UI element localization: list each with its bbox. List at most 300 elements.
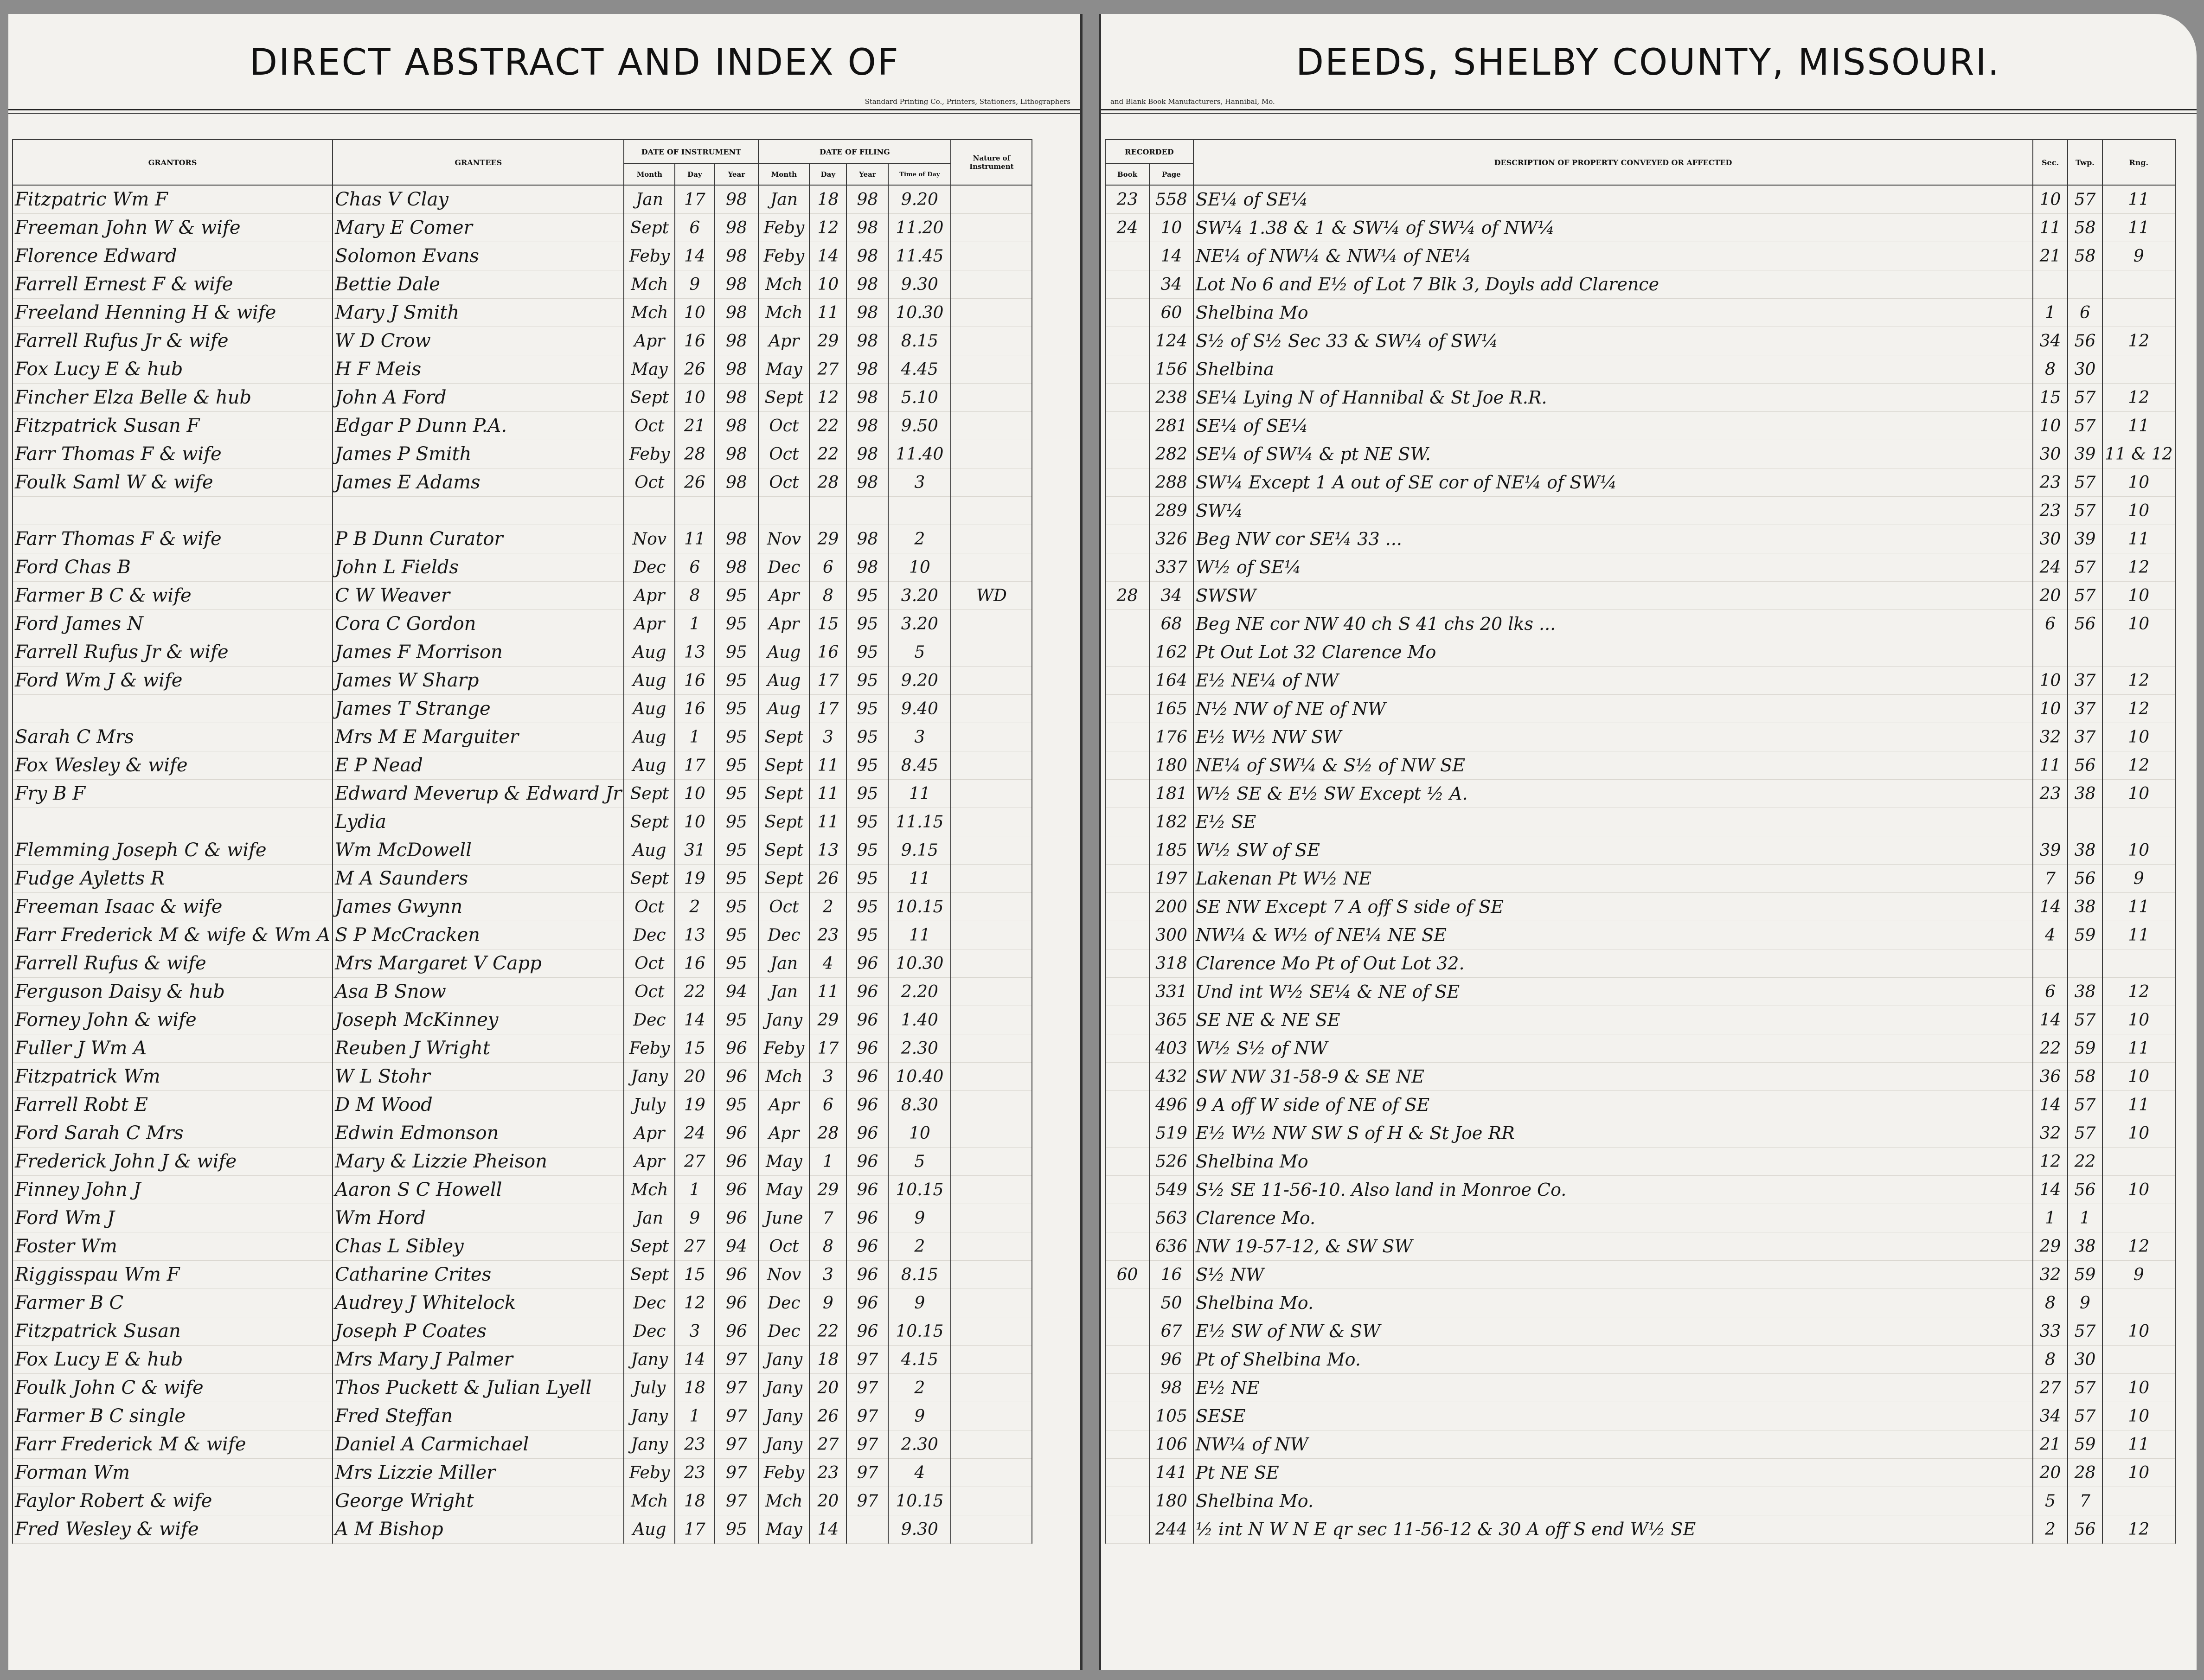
description-cell: W½ SW of SE bbox=[1193, 836, 2033, 865]
grantor-cell: Fry B F bbox=[13, 780, 333, 808]
filing-year-cell: 96 bbox=[846, 1034, 888, 1063]
page-cell: 180 bbox=[1149, 751, 1193, 780]
page-cell: 68 bbox=[1149, 610, 1193, 638]
sec-cell: 5 bbox=[2033, 1487, 2068, 1515]
filing-month-cell: Jan bbox=[758, 949, 809, 978]
filing-time-cell: 10.15 bbox=[888, 1487, 951, 1515]
filing-month-cell: June bbox=[758, 1204, 809, 1232]
instrument-month-cell: July bbox=[624, 1091, 675, 1119]
ledger-row bbox=[13, 1430, 1032, 1459]
ledger-row bbox=[1105, 1091, 2175, 1119]
filing-day-cell: 29 bbox=[809, 1176, 846, 1204]
page-cell: 34 bbox=[1149, 582, 1193, 610]
grantor-cell: Fox Wesley & wife bbox=[13, 751, 333, 780]
instrument-day-cell: 16 bbox=[675, 327, 714, 355]
filing-day-cell: 17 bbox=[809, 1034, 846, 1063]
instrument-month-cell: Feby bbox=[624, 1459, 675, 1487]
twp-cell: 56 bbox=[2068, 1176, 2102, 1204]
instrument-month-cell: Oct bbox=[624, 893, 675, 921]
filing-month-cell: Sept bbox=[758, 384, 809, 412]
grantor-cell: Farr Frederick M & wife & Wm A bbox=[13, 921, 333, 949]
instrument-year-cell: 97 bbox=[714, 1346, 758, 1374]
instrument-month-cell: Sept bbox=[624, 808, 675, 836]
instrument-month-cell: Sept bbox=[624, 865, 675, 893]
page-cell: 331 bbox=[1149, 978, 1193, 1006]
filing-time-cell: 5 bbox=[888, 638, 951, 667]
filing-year-cell: 96 bbox=[846, 1176, 888, 1204]
ledger-row bbox=[1105, 1374, 2175, 1402]
rng-cell: 10 bbox=[2102, 497, 2175, 525]
twp-cell: 28 bbox=[2068, 1459, 2102, 1487]
instrument-year-cell: 96 bbox=[714, 1289, 758, 1317]
sec-cell bbox=[2033, 270, 2068, 299]
page-cell: 432 bbox=[1149, 1063, 1193, 1091]
description-header: DESCRIPTION OF PROPERTY CONVEYED OR AFFECTED bbox=[1193, 140, 2033, 185]
instrument-day-cell: 19 bbox=[675, 865, 714, 893]
filing-month-cell: Apr bbox=[758, 1091, 809, 1119]
filing-day-cell: 29 bbox=[809, 525, 846, 553]
grantor-cell: Farmer B C bbox=[13, 1289, 333, 1317]
grantor-cell: Farrell Rufus Jr & wife bbox=[13, 638, 333, 667]
filing-day-cell: 2 bbox=[809, 893, 846, 921]
nature-cell bbox=[951, 865, 1032, 893]
ledger-row bbox=[13, 1204, 1032, 1232]
nature-cell bbox=[951, 299, 1032, 327]
description-cell: Shelbina Mo. bbox=[1193, 1487, 2033, 1515]
rng-cell: 10 bbox=[2102, 1374, 2175, 1402]
filing-time-cell: 4 bbox=[888, 1459, 951, 1487]
instrument-day-cell: 17 bbox=[675, 1515, 714, 1544]
rng-cell: 12 bbox=[2102, 1515, 2175, 1544]
instrument-day-cell: 23 bbox=[675, 1459, 714, 1487]
rng-cell: 11 bbox=[2102, 412, 2175, 440]
grantor-cell: Fitzpatrick Susan F bbox=[13, 412, 333, 440]
book-cell bbox=[1105, 468, 1149, 497]
right-page bbox=[1099, 14, 2197, 1670]
instrument-year-cell: 98 bbox=[714, 412, 758, 440]
grantor-cell: Riggisspau Wm F bbox=[13, 1261, 333, 1289]
filing-time-cell: 8.30 bbox=[888, 1091, 951, 1119]
instrument-year-cell: 98 bbox=[714, 384, 758, 412]
rng-cell: 10 bbox=[2102, 1119, 2175, 1148]
filing-month-cell: Mch bbox=[758, 270, 809, 299]
grantor-cell: Fox Lucy E & hub bbox=[13, 1346, 333, 1374]
filing-month-cell: Sept bbox=[758, 808, 809, 836]
grantee-cell: Edward Meverup & Edward Jr bbox=[333, 780, 624, 808]
filing-day-cell: 29 bbox=[809, 1006, 846, 1034]
ledger-row bbox=[13, 1402, 1032, 1430]
instrument-month-cell: Dec bbox=[624, 1289, 675, 1317]
filing-day-cell: 9 bbox=[809, 1289, 846, 1317]
instrument-month-cell: Sept bbox=[624, 214, 675, 242]
rng-cell: 10 bbox=[2102, 780, 2175, 808]
filing-month-cell: Sept bbox=[758, 780, 809, 808]
twp-cell: 57 bbox=[2068, 582, 2102, 610]
header-rule bbox=[8, 109, 1080, 110]
instrument-year-cell: 96 bbox=[714, 1176, 758, 1204]
grantee-cell: Mary J Smith bbox=[333, 299, 624, 327]
grantee-cell: H F Meis bbox=[333, 355, 624, 384]
ledger-row bbox=[13, 1515, 1032, 1544]
twp-cell: 56 bbox=[2068, 751, 2102, 780]
instrument-month-cell: Mch bbox=[624, 1176, 675, 1204]
instrument-year-cell: 95 bbox=[714, 836, 758, 865]
nature-cell bbox=[951, 723, 1032, 751]
instrument-month-cell: Aug bbox=[624, 836, 675, 865]
filing-month-cell: Nov bbox=[758, 1261, 809, 1289]
instrument-year-cell: 98 bbox=[714, 327, 758, 355]
instrument-day-cell: 2 bbox=[675, 893, 714, 921]
filing-time-cell: 9 bbox=[888, 1204, 951, 1232]
nature-cell bbox=[951, 1261, 1032, 1289]
book-cell bbox=[1105, 836, 1149, 865]
filing-time-cell: 10.40 bbox=[888, 1063, 951, 1091]
instrument-month-cell: Dec bbox=[624, 921, 675, 949]
filing-year-cell: 95 bbox=[846, 610, 888, 638]
ledger-row bbox=[1105, 440, 2175, 468]
grantor-cell: Fitzpatrick Susan bbox=[13, 1317, 333, 1346]
instrument-day-cell: 13 bbox=[675, 638, 714, 667]
grantor-cell: Ferguson Daisy & hub bbox=[13, 978, 333, 1006]
filing-year-cell: 98 bbox=[846, 412, 888, 440]
instrument-year-cell: 97 bbox=[714, 1430, 758, 1459]
description-cell: SESE bbox=[1193, 1402, 2033, 1430]
rng-cell bbox=[2102, 355, 2175, 384]
twp-cell: 37 bbox=[2068, 695, 2102, 723]
right-page-title: DEEDS, SHELBY COUNTY, MISSOURI. bbox=[1296, 42, 2001, 83]
filing-month-cell: Apr bbox=[758, 327, 809, 355]
rng-cell: 11 bbox=[2102, 1034, 2175, 1063]
twp-cell: 57 bbox=[2068, 497, 2102, 525]
grantee-cell: Mary & Lizzie Pheison bbox=[333, 1148, 624, 1176]
ledger-row bbox=[1105, 384, 2175, 412]
filing-time-cell: 4.45 bbox=[888, 355, 951, 384]
printer-imprint: Standard Printing Co., Printers, Stationers, Lithographers bbox=[865, 97, 1070, 106]
page-cell: 162 bbox=[1149, 638, 1193, 667]
instrument-day-cell: 18 bbox=[675, 1487, 714, 1515]
twp-cell: 57 bbox=[2068, 412, 2102, 440]
book-cell bbox=[1105, 1176, 1149, 1204]
instrument-year-cell: 98 bbox=[714, 242, 758, 270]
description-cell: E½ W½ NW SW bbox=[1193, 723, 2033, 751]
filing-day-cell: 28 bbox=[809, 1119, 846, 1148]
book-cell bbox=[1105, 1402, 1149, 1430]
page-cell: 124 bbox=[1149, 327, 1193, 355]
grantee-cell: W L Stohr bbox=[333, 1063, 624, 1091]
sec-cell bbox=[2033, 808, 2068, 836]
page-cell: 337 bbox=[1149, 553, 1193, 582]
filing-year-cell: 95 bbox=[846, 582, 888, 610]
description-cell: SE¼ of SE¼ bbox=[1193, 185, 2033, 214]
ledger-row bbox=[13, 751, 1032, 780]
instrument-year-cell: 95 bbox=[714, 949, 758, 978]
description-cell: SE¼ of SW¼ & pt NE SW. bbox=[1193, 440, 2033, 468]
instrument-month-cell: Feby bbox=[624, 1034, 675, 1063]
book-cell bbox=[1105, 723, 1149, 751]
instrument-day-cell: 14 bbox=[675, 1006, 714, 1034]
ledger-row bbox=[13, 270, 1032, 299]
sec-cell: 20 bbox=[2033, 582, 2068, 610]
twp-cell: 38 bbox=[2068, 836, 2102, 865]
twp-cell: 57 bbox=[2068, 468, 2102, 497]
filing-day-cell: 12 bbox=[809, 384, 846, 412]
ledger-row bbox=[1105, 638, 2175, 667]
ledger-row bbox=[1105, 1006, 2175, 1034]
page-cell: 14 bbox=[1149, 242, 1193, 270]
instrument-year-cell: 95 bbox=[714, 893, 758, 921]
filing-month-cell: Aug bbox=[758, 667, 809, 695]
ledger-row bbox=[1105, 751, 2175, 780]
filing-time-cell: 3 bbox=[888, 723, 951, 751]
description-cell: SW¼ bbox=[1193, 497, 2033, 525]
filing-year-cell: 98 bbox=[846, 553, 888, 582]
filing-year-cell: 96 bbox=[846, 1204, 888, 1232]
sec-cell bbox=[2033, 638, 2068, 667]
book-cell bbox=[1105, 1374, 1149, 1402]
instrument-day-cell: 28 bbox=[675, 440, 714, 468]
filing-year-cell: 96 bbox=[846, 949, 888, 978]
ledger-row bbox=[1105, 553, 2175, 582]
page-cell: 98 bbox=[1149, 1374, 1193, 1402]
instrument-year-cell bbox=[714, 497, 758, 525]
sec-cell: 8 bbox=[2033, 1289, 2068, 1317]
filing-month-cell: Oct bbox=[758, 412, 809, 440]
instrument-year-cell: 98 bbox=[714, 468, 758, 497]
rng-cell: 10 bbox=[2102, 1006, 2175, 1034]
instrument-year-cell: 95 bbox=[714, 610, 758, 638]
twp-cell: 7 bbox=[2068, 1487, 2102, 1515]
description-cell: Beg NE cor NW 40 ch S 41 chs 20 lks ... bbox=[1193, 610, 2033, 638]
filing-year-header: Year bbox=[846, 164, 888, 185]
description-cell: NW 19-57-12, & SW SW bbox=[1193, 1232, 2033, 1261]
rng-cell bbox=[2102, 1148, 2175, 1176]
filing-year-cell: 96 bbox=[846, 978, 888, 1006]
instrument-month-cell: July bbox=[624, 1374, 675, 1402]
filing-year-cell: 96 bbox=[846, 1006, 888, 1034]
grantee-cell: James F Morrison bbox=[333, 638, 624, 667]
filing-time-cell: 9.40 bbox=[888, 695, 951, 723]
instrument-month-cell: Nov bbox=[624, 525, 675, 553]
filing-month-cell: May bbox=[758, 1515, 809, 1544]
ledger-row bbox=[13, 327, 1032, 355]
nature-cell bbox=[951, 1317, 1032, 1346]
description-cell: W½ of SE¼ bbox=[1193, 553, 2033, 582]
instrument-month-cell: Feby bbox=[624, 242, 675, 270]
nature-cell bbox=[951, 1176, 1032, 1204]
filing-year-cell: 96 bbox=[846, 1289, 888, 1317]
filing-month-cell: Dec bbox=[758, 921, 809, 949]
filing-time-cell: 11.40 bbox=[888, 440, 951, 468]
filing-month-cell: Dec bbox=[758, 1289, 809, 1317]
instrument-day-cell: 31 bbox=[675, 836, 714, 865]
grantor-cell: Forney John & wife bbox=[13, 1006, 333, 1034]
grantor-cell: Finney John J bbox=[13, 1176, 333, 1204]
filing-year-cell: 95 bbox=[846, 695, 888, 723]
filing-day-cell: 22 bbox=[809, 1317, 846, 1346]
description-cell: SE¼ Lying N of Hannibal & St Joe R.R. bbox=[1193, 384, 2033, 412]
instrument-month-cell: Aug bbox=[624, 1515, 675, 1544]
rng-cell bbox=[2102, 1487, 2175, 1515]
grantee-cell: Chas V Clay bbox=[333, 185, 624, 214]
filing-month-cell: Feby bbox=[758, 1034, 809, 1063]
description-cell: E½ SW of NW & SW bbox=[1193, 1317, 2033, 1346]
filing-day-cell: 8 bbox=[809, 1232, 846, 1261]
grantee-cell: Mrs M E Marguiter bbox=[333, 723, 624, 751]
filing-day-cell: 20 bbox=[809, 1487, 846, 1515]
page-cell: 141 bbox=[1149, 1459, 1193, 1487]
filing-month-cell: Sept bbox=[758, 723, 809, 751]
filing-day-cell: 11 bbox=[809, 751, 846, 780]
grantee-cell: Mrs Mary J Palmer bbox=[333, 1346, 624, 1374]
grantor-cell: Sarah C Mrs bbox=[13, 723, 333, 751]
ledger-row bbox=[13, 780, 1032, 808]
recorded-header: RECORDED bbox=[1105, 140, 1193, 164]
filing-month-cell: Feby bbox=[758, 1459, 809, 1487]
filing-day-cell: 1 bbox=[809, 1148, 846, 1176]
grantee-cell: Joseph P Coates bbox=[333, 1317, 624, 1346]
rng-cell: 11 bbox=[2102, 1091, 2175, 1119]
ledger-row bbox=[1105, 808, 2175, 836]
page-cell: 282 bbox=[1149, 440, 1193, 468]
filing-month-header: Month bbox=[758, 164, 809, 185]
ledger-row bbox=[1105, 893, 2175, 921]
instrument-day-cell: 22 bbox=[675, 978, 714, 1006]
right-ledger-body bbox=[1105, 185, 2175, 1544]
nature-cell bbox=[951, 384, 1032, 412]
ledger-row bbox=[13, 1317, 1032, 1346]
book-cell bbox=[1105, 1487, 1149, 1515]
sec-cell: 14 bbox=[2033, 893, 2068, 921]
ledger-row bbox=[1105, 695, 2175, 723]
filing-time-cell: 10 bbox=[888, 1119, 951, 1148]
ledger-row bbox=[13, 214, 1032, 242]
nature-cell bbox=[951, 1430, 1032, 1459]
filing-time-cell: 8.15 bbox=[888, 1261, 951, 1289]
page-cell: 10 bbox=[1149, 214, 1193, 242]
ledger-row bbox=[1105, 1487, 2175, 1515]
description-cell: E½ NE¼ of NW bbox=[1193, 667, 2033, 695]
twp-cell: 30 bbox=[2068, 1346, 2102, 1374]
header-rule-thin bbox=[8, 113, 1080, 114]
filing-time-cell: 11.15 bbox=[888, 808, 951, 836]
filing-day-cell: 3 bbox=[809, 1261, 846, 1289]
filing-time-cell: 2 bbox=[888, 525, 951, 553]
description-cell: NE¼ of SW¼ & S½ of NW SE bbox=[1193, 751, 2033, 780]
filing-time-cell: 9.15 bbox=[888, 836, 951, 865]
nature-cell bbox=[951, 1487, 1032, 1515]
ledger-row bbox=[13, 468, 1032, 497]
sec-cell: 11 bbox=[2033, 751, 2068, 780]
twp-cell: 59 bbox=[2068, 1261, 2102, 1289]
filing-month-cell: Apr bbox=[758, 1119, 809, 1148]
grantor-cell: Farmer B C & wife bbox=[13, 582, 333, 610]
twp-cell: 57 bbox=[2068, 384, 2102, 412]
description-cell: Shelbina Mo bbox=[1193, 1148, 2033, 1176]
description-cell: SE NE & NE SE bbox=[1193, 1006, 2033, 1034]
instrument-month-cell: Apr bbox=[624, 1119, 675, 1148]
ledger-row bbox=[1105, 1232, 2175, 1261]
ledger-row bbox=[13, 1119, 1032, 1148]
page-cell: 558 bbox=[1149, 185, 1193, 214]
instrument-month-cell: Jan bbox=[624, 1204, 675, 1232]
ledger-row bbox=[13, 836, 1032, 865]
grantor-cell: Fitzpatric Wm F bbox=[13, 185, 333, 214]
filing-year-cell: 98 bbox=[846, 185, 888, 214]
filing-time-cell: 9.20 bbox=[888, 185, 951, 214]
book-cell bbox=[1105, 412, 1149, 440]
instrument-day-cell: 10 bbox=[675, 384, 714, 412]
instrument-day-cell: 13 bbox=[675, 921, 714, 949]
grantor-cell: Fox Lucy E & hub bbox=[13, 355, 333, 384]
instrument-day-cell: 11 bbox=[675, 525, 714, 553]
page-cell: 403 bbox=[1149, 1034, 1193, 1063]
instrument-month-cell: Feby bbox=[624, 440, 675, 468]
grantor-cell: Fred Wesley & wife bbox=[13, 1515, 333, 1544]
nature-cell bbox=[951, 1034, 1032, 1063]
book-cell bbox=[1105, 1148, 1149, 1176]
book-cell bbox=[1105, 1119, 1149, 1148]
instrument-day-cell: 17 bbox=[675, 185, 714, 214]
filing-time-cell: 8.15 bbox=[888, 327, 951, 355]
description-cell: SW¼ Except 1 A out of SE cor of NE¼ of SW¼ bbox=[1193, 468, 2033, 497]
filing-year-cell: 98 bbox=[846, 214, 888, 242]
filing-day-cell: 4 bbox=[809, 949, 846, 978]
instrument-month-cell: May bbox=[624, 355, 675, 384]
page-cell: 182 bbox=[1149, 808, 1193, 836]
twp-cell: 58 bbox=[2068, 242, 2102, 270]
filing-year-cell: 98 bbox=[846, 468, 888, 497]
instrument-month-cell: Apr bbox=[624, 1148, 675, 1176]
description-cell: Lot No 6 and E½ of Lot 7 Blk 3, Doyls add Clarence bbox=[1193, 270, 2033, 299]
ledger-row bbox=[13, 1261, 1032, 1289]
filing-year-cell: 95 bbox=[846, 921, 888, 949]
instrument-year-cell: 95 bbox=[714, 780, 758, 808]
grantee-cell: P B Dunn Curator bbox=[333, 525, 624, 553]
instrument-month-cell: Aug bbox=[624, 667, 675, 695]
instrument-year-cell: 96 bbox=[714, 1261, 758, 1289]
rng-cell: 12 bbox=[2102, 695, 2175, 723]
grantor-cell: Farmer B C single bbox=[13, 1402, 333, 1430]
twp-cell: 39 bbox=[2068, 440, 2102, 468]
grantor-cell: Fuller J Wm A bbox=[13, 1034, 333, 1063]
description-cell: SWSW bbox=[1193, 582, 2033, 610]
instrument-year-cell: 95 bbox=[714, 808, 758, 836]
book-cell bbox=[1105, 1289, 1149, 1317]
ledger-row bbox=[1105, 214, 2175, 242]
filing-day-cell: 26 bbox=[809, 865, 846, 893]
page-cell: 238 bbox=[1149, 384, 1193, 412]
twp-cell: 57 bbox=[2068, 1317, 2102, 1346]
page-cell: 50 bbox=[1149, 1289, 1193, 1317]
page-cell: 180 bbox=[1149, 1487, 1193, 1515]
rng-cell: 11 bbox=[2102, 185, 2175, 214]
rng-cell: 11 bbox=[2102, 921, 2175, 949]
ledger-row bbox=[13, 1374, 1032, 1402]
ledger-row bbox=[13, 1091, 1032, 1119]
rng-cell: 9 bbox=[2102, 1261, 2175, 1289]
twp-cell: 57 bbox=[2068, 185, 2102, 214]
ledger-row bbox=[1105, 723, 2175, 751]
grantee-cell: Daniel A Carmichael bbox=[333, 1430, 624, 1459]
description-cell: Pt NE SE bbox=[1193, 1459, 2033, 1487]
rng-cell: 10 bbox=[2102, 468, 2175, 497]
page-cell: 365 bbox=[1149, 1006, 1193, 1034]
sec-cell: 22 bbox=[2033, 1034, 2068, 1063]
instrument-day-cell bbox=[675, 497, 714, 525]
page-cell: 16 bbox=[1149, 1261, 1193, 1289]
page-cell: 281 bbox=[1149, 412, 1193, 440]
nature-cell bbox=[951, 185, 1032, 214]
